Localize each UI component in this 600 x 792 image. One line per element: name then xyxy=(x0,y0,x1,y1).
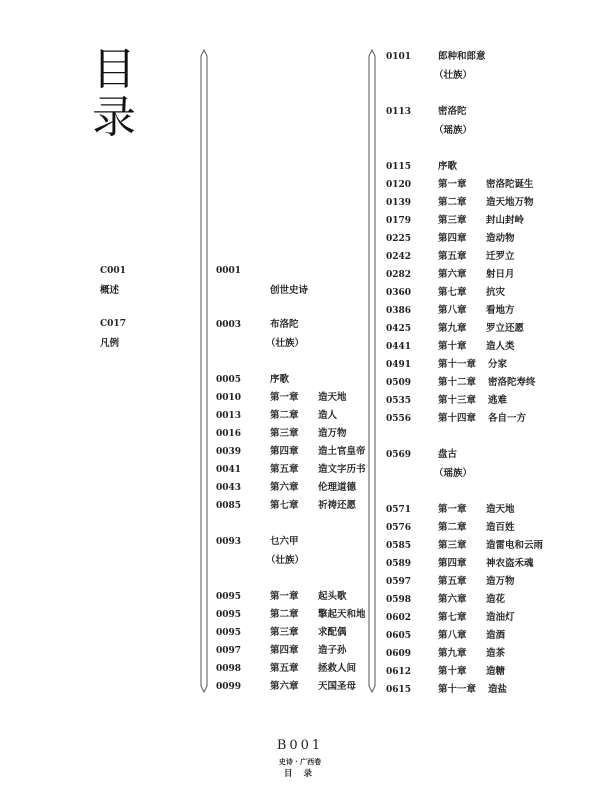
toc-chapter-link[interactable] xyxy=(438,232,515,246)
toc-page-number: 0179 xyxy=(386,216,412,226)
chapter-title: 造盐 xyxy=(488,684,508,695)
toc-page-number: 0010 xyxy=(216,393,242,403)
toc-entry-title: 创世史诗 xyxy=(270,285,309,296)
toc-chapter-link[interactable] xyxy=(270,445,366,459)
toc-chapter-link[interactable] xyxy=(438,250,515,264)
chapter-label: 第六章 xyxy=(270,681,299,692)
chapter-label: 第五章 xyxy=(438,576,467,587)
toc-section-title: 布洛陀 xyxy=(270,319,299,330)
chapter-label: 第六章 xyxy=(438,269,467,280)
chapter-label: 第一章 xyxy=(270,591,299,602)
toc-chapter-link[interactable] xyxy=(438,665,505,679)
chapter-label: 序歌 xyxy=(270,374,290,385)
toc-chapter-link[interactable] xyxy=(270,499,356,513)
chapter-title: 造油灯 xyxy=(486,612,515,623)
toc-chapter-link[interactable] xyxy=(438,178,534,192)
chapter-label: 第十三章 xyxy=(438,395,477,406)
toc-page-number: 0242 xyxy=(386,252,412,262)
toc-page-number: 0039 xyxy=(216,447,242,457)
toc-chapter-link[interactable] xyxy=(438,268,515,282)
toc-page-number: C017 xyxy=(100,319,126,329)
toc-chapter-link[interactable] xyxy=(270,391,347,405)
toc-chapter-link[interactable] xyxy=(438,593,505,607)
chapter-title: 密洛陀寿终 xyxy=(488,377,536,388)
chapter-title: 造雷电和云雨 xyxy=(486,540,544,551)
toc-page-number: 0115 xyxy=(386,162,412,172)
toc-page-number: 0098 xyxy=(216,664,242,674)
chapter-label: 第五章 xyxy=(270,663,299,674)
toc-page-number: 0602 xyxy=(386,613,412,623)
toc-section-ethnicity: （壮族） xyxy=(266,338,305,349)
toc-entry-title: 凡例 xyxy=(100,338,120,349)
toc-section-ethnicity: （瑶族） xyxy=(434,125,473,136)
chapter-title: 看地方 xyxy=(486,305,515,316)
chapter-label: 第八章 xyxy=(438,630,467,641)
toc-section-title: 郎种和郎意 xyxy=(438,51,486,62)
toc-section-title: 密洛陀 xyxy=(438,106,467,117)
chapter-title: 射日月 xyxy=(486,269,515,280)
toc-page-number: 0001 xyxy=(216,266,242,276)
toc-page-number: 0360 xyxy=(386,288,412,298)
toc-chapter-link[interactable] xyxy=(270,626,347,640)
title-char: 录 xyxy=(92,92,136,143)
chapter-label: 第七章 xyxy=(270,500,299,511)
toc-page-number: 0120 xyxy=(386,180,412,190)
toc-section-title: 乜六甲 xyxy=(270,536,299,547)
toc-page-number: 0225 xyxy=(386,234,412,244)
toc-page-number: 0535 xyxy=(386,396,412,406)
toc-page-number: 0113 xyxy=(386,107,412,117)
footer-series: 史诗 · 广西卷 xyxy=(278,757,322,766)
chapter-label: 第十二章 xyxy=(438,377,477,388)
chapter-title: 罗立还愿 xyxy=(486,323,525,334)
toc-page-number: 0386 xyxy=(386,306,412,316)
chapter-label: 第八章 xyxy=(438,305,467,316)
toc-chapter-link[interactable] xyxy=(438,286,505,300)
chapter-label: 第十四章 xyxy=(438,413,477,424)
chapter-label: 第九章 xyxy=(438,648,467,659)
toc-section-title: 盘古 xyxy=(438,449,458,460)
page-title xyxy=(92,46,140,142)
toc-section-ethnicity: （壮族） xyxy=(434,70,473,81)
toc-page-number: 0282 xyxy=(386,270,412,280)
toc-page-number: 0043 xyxy=(216,483,242,493)
toc-section-ethnicity: （壮族） xyxy=(266,555,305,566)
chapter-title: 造茶 xyxy=(486,648,506,659)
chapter-label: 第三章 xyxy=(270,627,299,638)
toc-chapter-link[interactable] xyxy=(438,521,515,535)
toc-chapter-link[interactable] xyxy=(438,683,507,697)
chapter-title: 造花 xyxy=(486,594,506,605)
toc-page-number: 0615 xyxy=(386,685,412,695)
chapter-label: 第一章 xyxy=(270,392,299,403)
toc-section-ethnicity: （瑶族） xyxy=(434,468,473,479)
chapter-label: 第四章 xyxy=(438,558,467,569)
chapter-label: 第九章 xyxy=(438,323,467,334)
toc-chapter-link[interactable] xyxy=(438,611,515,625)
toc-page-number: 0425 xyxy=(386,324,412,334)
toc-chapter-link[interactable] xyxy=(438,304,515,318)
chapter-title: 造酒 xyxy=(486,630,506,641)
toc-chapter-link[interactable] xyxy=(438,647,505,661)
toc-chapter-link[interactable] xyxy=(438,629,505,643)
toc-page-number: 0139 xyxy=(386,198,412,208)
toc-page-number: 0441 xyxy=(386,342,412,352)
chapter-title: 造天地 xyxy=(486,504,515,515)
chapter-label: 第一章 xyxy=(438,179,467,190)
toc-page-number: 0491 xyxy=(386,360,412,370)
chapter-label: 第十章 xyxy=(438,341,467,352)
toc-page-number: 0097 xyxy=(216,646,242,656)
chapter-label: 第七章 xyxy=(438,287,467,298)
chapter-title: 造子孙 xyxy=(318,645,347,656)
chapter-label: 第二章 xyxy=(438,197,467,208)
chapter-label: 第六章 xyxy=(438,594,467,605)
toc-chapter-link[interactable] xyxy=(270,662,356,676)
toc-page-number: 0016 xyxy=(216,429,242,439)
toc-page-number: 0571 xyxy=(386,505,412,515)
chapter-label: 第一章 xyxy=(438,504,467,515)
chapter-label: 第三章 xyxy=(270,428,299,439)
toc-chapter-link[interactable] xyxy=(270,590,347,604)
toc-page-number: 0598 xyxy=(386,595,412,605)
toc-page-number: 0095 xyxy=(216,592,242,602)
toc-page-number: 0085 xyxy=(216,501,242,511)
toc-page-number: 0569 xyxy=(386,450,412,460)
toc-page-number: 0585 xyxy=(386,541,412,551)
chapter-title: 造人类 xyxy=(486,341,515,352)
toc-chapter-link[interactable] xyxy=(438,376,536,390)
toc-page-number: 0013 xyxy=(216,411,242,421)
chapter-title: 造天地 xyxy=(318,392,347,403)
chapter-title: 分家 xyxy=(488,359,508,370)
chapter-label: 第三章 xyxy=(438,540,467,551)
footer-section: 目 录 xyxy=(284,769,316,779)
chapter-title: 造动物 xyxy=(486,233,515,244)
chapter-title: 擎起天和地 xyxy=(318,609,366,620)
chapter-label: 第二章 xyxy=(270,609,299,620)
toc-chapter-link[interactable] xyxy=(438,503,515,517)
toc-page-number: 0093 xyxy=(216,537,242,547)
chapter-label: 序歌 xyxy=(438,161,458,172)
chapter-title: 造土官皇帝 xyxy=(318,446,366,457)
chapter-title: 伦理道德 xyxy=(318,482,357,493)
page-number: B001 xyxy=(276,738,324,753)
toc-page-number: 0099 xyxy=(216,682,242,692)
toc-chapter-link[interactable] xyxy=(270,427,347,441)
toc-chapter-link[interactable] xyxy=(438,358,507,372)
toc-chapter-link[interactable] xyxy=(438,557,534,571)
toc-page-number: C001 xyxy=(100,266,126,276)
toc-page-number: 0005 xyxy=(216,375,242,385)
chapter-title: 拯救人间 xyxy=(318,663,357,674)
toc-chapter-link[interactable] xyxy=(438,340,515,354)
chapter-title: 各自一方 xyxy=(488,413,527,424)
chapter-label: 第十章 xyxy=(438,666,467,677)
toc-chapter-link[interactable] xyxy=(438,394,507,408)
chapter-label: 第四章 xyxy=(270,446,299,457)
toc-chapter-link[interactable] xyxy=(270,644,347,658)
toc-chapter-link[interactable] xyxy=(270,373,318,387)
toc-page-number: 0095 xyxy=(216,610,242,620)
chapter-title: 抗灾 xyxy=(486,287,506,298)
toc-chapter-link[interactable] xyxy=(270,481,356,495)
toc-page-number: 0597 xyxy=(386,577,412,587)
toc-entry-title: 概述 xyxy=(100,285,120,296)
chapter-title: 求配偶 xyxy=(318,627,347,638)
toc-page-number: 0609 xyxy=(386,649,412,659)
toc-page-number: 0612 xyxy=(386,667,412,677)
toc-page-number: 0095 xyxy=(216,628,242,638)
toc-chapter-link[interactable] xyxy=(438,539,543,553)
chapter-label: 第十一章 xyxy=(438,684,477,695)
toc-chapter-link[interactable] xyxy=(438,196,534,210)
toc-page-number: 0589 xyxy=(386,559,412,569)
chapter-label: 第十一章 xyxy=(438,359,477,370)
chapter-label: 第三章 xyxy=(438,215,467,226)
chapter-label: 第五章 xyxy=(438,251,467,262)
toc-chapter-link[interactable] xyxy=(438,214,524,228)
toc-page-number: 0556 xyxy=(386,414,412,424)
chapter-label: 第四章 xyxy=(270,645,299,656)
chapter-title: 造糖 xyxy=(486,666,506,677)
chapter-title: 密洛陀诞生 xyxy=(486,179,534,190)
toc-chapter-link[interactable] xyxy=(270,608,366,622)
chapter-label: 第四章 xyxy=(438,233,467,244)
bracket-divider-left xyxy=(200,48,208,694)
toc-chapter-link[interactable] xyxy=(270,680,356,694)
chapter-title: 祈祷还愿 xyxy=(318,500,357,511)
chapter-label: 第六章 xyxy=(270,482,299,493)
bracket-divider-right xyxy=(368,48,376,694)
toc-page-number: 0101 xyxy=(386,52,412,62)
toc-chapter-link[interactable] xyxy=(438,575,515,589)
chapter-label: 第五章 xyxy=(270,464,299,475)
toc-chapter-link[interactable] xyxy=(438,412,526,426)
chapter-title: 造文字历书 xyxy=(318,464,366,475)
toc-chapter-link[interactable] xyxy=(438,160,486,174)
chapter-title: 封山封岭 xyxy=(486,215,525,226)
title-char: 目 xyxy=(92,44,136,95)
chapter-title: 造万物 xyxy=(318,428,347,439)
toc-chapter-link[interactable] xyxy=(438,322,524,336)
toc-page-number: 0509 xyxy=(386,378,412,388)
chapter-title: 造万物 xyxy=(486,576,515,587)
chapter-title: 迁罗立 xyxy=(486,251,515,262)
chapter-title: 造天地万物 xyxy=(486,197,534,208)
toc-page-number: 0605 xyxy=(386,631,412,641)
chapter-label: 第七章 xyxy=(438,612,467,623)
toc-page-number: 0003 xyxy=(216,320,242,330)
chapter-title: 逃难 xyxy=(488,395,508,406)
chapter-label: 第二章 xyxy=(438,522,467,533)
toc-page-number: 0041 xyxy=(216,465,242,475)
chapter-title: 起头歌 xyxy=(318,591,347,602)
chapter-label: 第二章 xyxy=(270,410,299,421)
chapter-title: 天国圣母 xyxy=(318,681,357,692)
chapter-title: 造百姓 xyxy=(486,522,515,533)
toc-chapter-link[interactable] xyxy=(270,409,337,423)
chapter-title: 造人 xyxy=(318,410,338,421)
toc-page-number: 0576 xyxy=(386,523,412,533)
chapter-title: 神农盗禾魂 xyxy=(486,558,534,569)
toc-chapter-link[interactable] xyxy=(270,463,366,477)
